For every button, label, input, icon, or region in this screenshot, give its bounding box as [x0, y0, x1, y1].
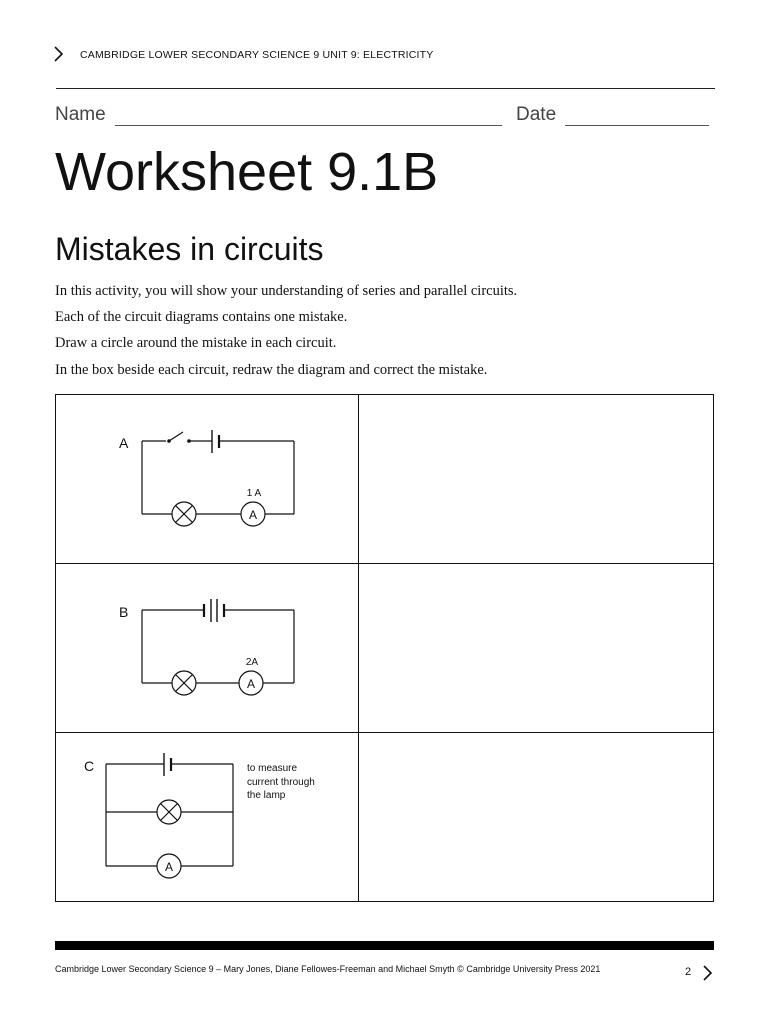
circuit-diagram-c	[56, 733, 356, 896]
circuit-letter: B	[119, 604, 129, 620]
circuit-diagram-a	[56, 395, 356, 558]
ammeter-label: A	[248, 508, 258, 522]
name-field-line[interactable]	[115, 125, 502, 126]
name-label: Name	[55, 104, 106, 125]
ammeter-reading: 1 A	[246, 488, 262, 499]
table-row	[56, 733, 714, 902]
answer-box-b[interactable]	[359, 564, 714, 733]
circuit-cell-c	[56, 733, 359, 902]
instruction-line: Draw a circle around the mistake in each circuit.	[55, 335, 337, 351]
footer-bar	[55, 941, 714, 950]
ammeter-label: A	[164, 860, 174, 874]
circuit-diagram-b	[56, 564, 356, 727]
circuit-table	[55, 394, 714, 902]
instruction-line: In the box beside each circuit, redraw the diagram and correct the mistake.	[55, 362, 488, 378]
answer-box-a[interactable]	[359, 395, 714, 564]
ammeter-label: A	[246, 677, 256, 691]
table-row	[56, 564, 714, 733]
page-number: 2	[685, 966, 692, 978]
header-divider	[56, 88, 715, 89]
circuit-note-line: the lamp	[247, 790, 286, 801]
instruction-line: Each of the circuit diagrams contains one mistake.	[55, 309, 348, 325]
chevron-right-icon[interactable]	[702, 963, 714, 983]
date-label: Date	[516, 104, 557, 125]
circuit-letter: C	[84, 758, 95, 774]
date-field-line[interactable]	[565, 125, 709, 126]
ammeter-reading: 2A	[245, 657, 259, 668]
instruction-line: In this activity, you will show your understanding of series and parallel circuits.	[55, 283, 518, 299]
running-header: CAMBRIDGE LOWER SECONDARY SCIENCE 9 UNIT 9: ELECTRICITY	[80, 49, 434, 61]
worksheet-subtitle: Mistakes in circuits	[55, 231, 324, 267]
circuit-letter: A	[119, 435, 129, 451]
worksheet-title: Worksheet 9.1B	[55, 142, 439, 202]
answer-box-c[interactable]	[359, 733, 714, 902]
circuit-cell-b	[56, 564, 359, 733]
circuit-note-line: to measure	[247, 763, 298, 774]
table-row	[56, 395, 714, 564]
circuit-note-line: current through	[247, 777, 315, 788]
footer-credit: Cambridge Lower Secondary Science 9 – Mary Jones, Diane Fellowes-Freeman and Michael Smyth © Cambridge University Press 2021	[55, 964, 601, 974]
chevron-right-icon	[52, 44, 66, 64]
circuit-cell-a	[56, 395, 359, 564]
